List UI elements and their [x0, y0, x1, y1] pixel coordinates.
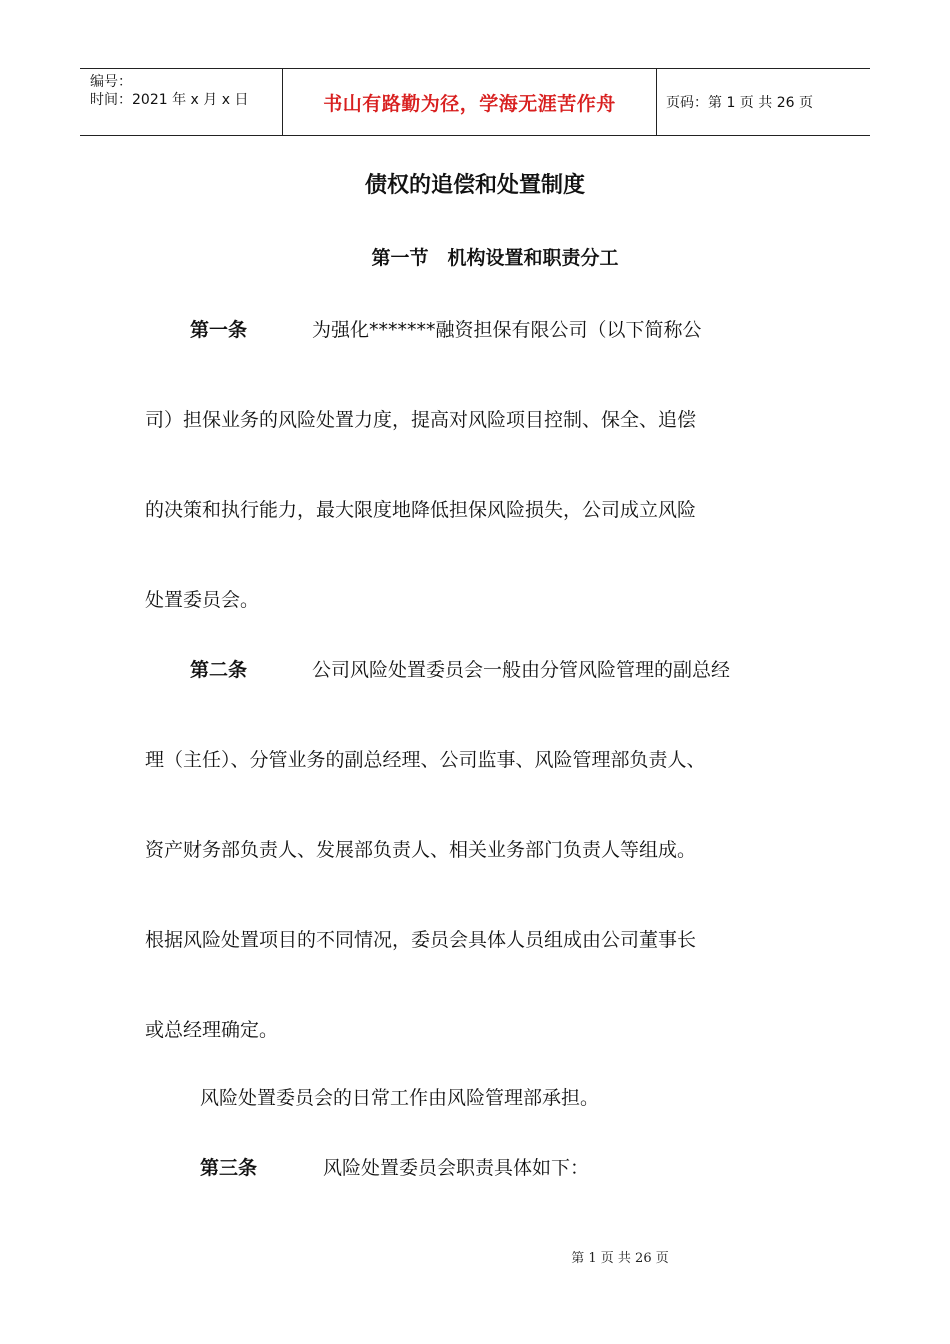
header-page-code: 页码：第 1 页 共 26 页	[666, 95, 813, 111]
article-2-line: 理（主任）、分管业务的副总经理、公司监事、风险管理部负责人、	[145, 749, 706, 771]
header-motto: 书山有路勤为径，学海无涯苦作舟	[323, 92, 616, 115]
header-table	[80, 68, 870, 136]
section-title: 第一节 机构设置和职责分工	[371, 247, 619, 269]
article-1-line: 的决策和执行能力，最大限度地降低担保风险损失，公司成立风险	[145, 499, 697, 521]
article-2-first-line: 公司风险处置委员会一般由分管风险管理的副总经	[312, 659, 731, 681]
page-footer: 第 1 页 共 26 页	[571, 1251, 669, 1266]
article-3-first-line: 风险处置委员会职责具体如下：	[323, 1157, 590, 1179]
document-date-label: 时间：2021 年 x 月 x 日	[90, 92, 249, 108]
article-1-first-line: 为强化*******融资担保有限公司（以下简称公	[312, 319, 702, 341]
header-page-cell	[656, 69, 870, 135]
document-title: 债权的追偿和处置制度	[364, 173, 585, 198]
document-number-label: 编号：	[90, 74, 132, 90]
header-motto-cell	[282, 69, 657, 135]
article-2-line: 资产财务部负责人、发展部负责人、相关业务部门负责人等组成。	[145, 839, 697, 861]
article-3-label: 第三条	[200, 1157, 258, 1179]
article-1-line: 处置委员会。	[145, 589, 260, 611]
article-2-line: 或总经理确定。	[145, 1019, 279, 1041]
article-1-label: 第一条	[190, 319, 248, 341]
header-left-cell	[80, 69, 282, 135]
article-2-label: 第二条	[190, 659, 248, 681]
article-2-line: 根据风险处置项目的不同情况，委员会具体人员组成由公司董事长	[145, 929, 697, 951]
article-2-note: 风险处置委员会的日常工作由风险管理部承担。	[200, 1087, 600, 1109]
article-1-line: 司）担保业务的风险处置力度，提高对风险项目控制、保全、追偿	[145, 409, 697, 431]
